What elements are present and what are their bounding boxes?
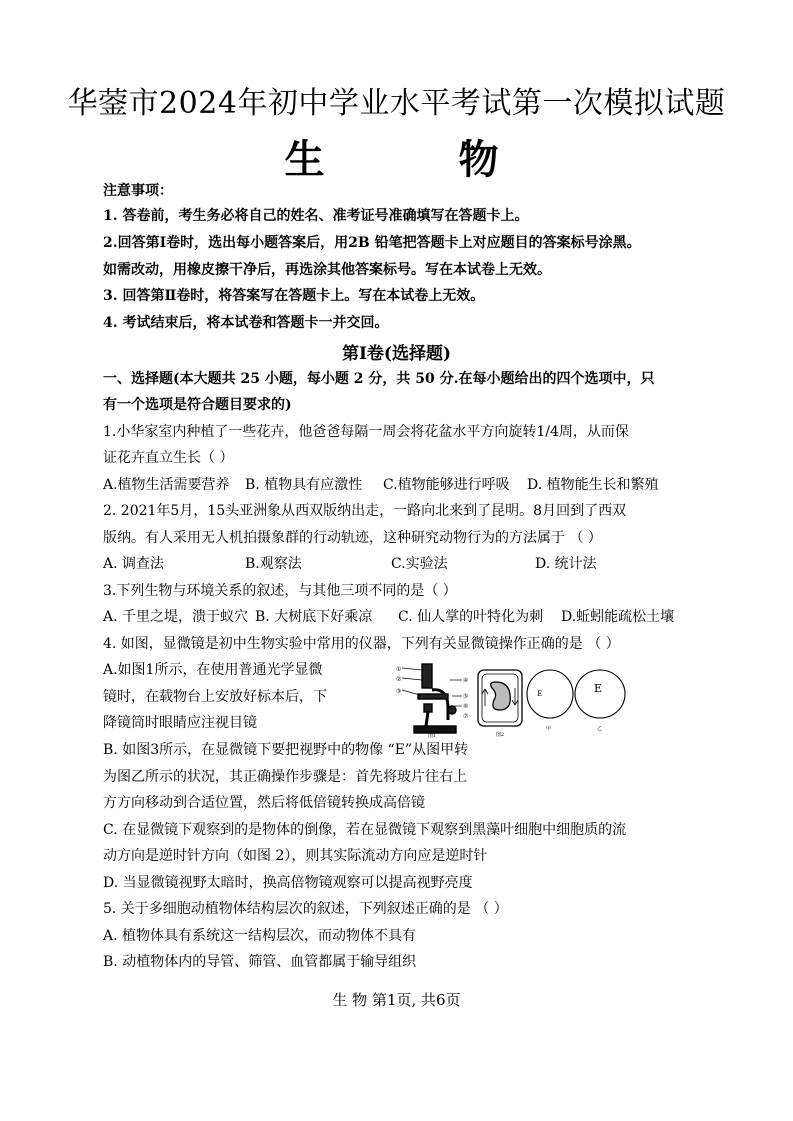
question-4-option-a: A.如图1所示，在使用普通光学显微 <box>103 662 323 678</box>
question-5-stem: 5. 关于多细胞动植物体结构层次的叙述，下列叙述正确的是 （ ） <box>103 901 508 917</box>
question-4-option-b: B. 如图3所示，在显微镜下要把视野中的物像 “E”从图甲转 <box>103 742 469 758</box>
question-4-option-b: 方方向移动到合适位置，然后将低倍镜转换成高倍镜 <box>103 795 425 811</box>
question-4-option-a: 镜时，在载物台上安放好标本后，下 <box>103 689 327 705</box>
notice-item: 1. 答卷前，考生务必将自己的姓名、准考证号准确填写在答题卡上。 <box>103 208 529 224</box>
option: B.观察法 <box>245 556 302 572</box>
figure-label: ⑥ <box>463 703 469 710</box>
cell-diagram-icon <box>478 670 522 726</box>
question-5-option: B. 动植物体内的导管、筛管、血管都属于输导组织 <box>103 954 417 970</box>
question-5-option: A. 植物体具有系统这一结构层次，而动物体不具有 <box>103 928 417 944</box>
option: C.植物能够进行呼吸 <box>383 477 510 493</box>
microscope-icon <box>402 664 462 733</box>
option: A. 调查法 <box>103 556 165 572</box>
question-2-stem: 2. 2021年5月，15头亚洲象从西双版纳出走，一路向北来到了昆明。8月回到了西双 <box>103 503 627 519</box>
question-4-option-c: C. 在显微镜下观察到的是物体的倒像，若在显微镜下观察到黑藻叶细胞中细胞质的流 <box>103 822 627 838</box>
option: D. 植物能生长和繁殖 <box>527 477 659 493</box>
figure-caption: 图2 <box>496 732 505 738</box>
exam-title: 华蓥市2024年初中学业水平考试第一次模拟试题 <box>67 86 726 121</box>
part1-title: 第Ⅰ卷(选择题) <box>341 344 452 364</box>
question-4-option-c: 动方向是逆时针方向（如图 2），则其实际流动方向应是逆时针 <box>103 848 488 864</box>
option: A.植物生活需要营养 <box>103 477 230 493</box>
option: C.实验法 <box>391 556 448 572</box>
part1-instructions: 一、选择题(本大题共 25 小题，每小题 2 分，共 50 分.在每小题给出的四个选项中，只 <box>103 371 655 387</box>
option: A. 千里之堤，溃于蚁穴 <box>103 609 249 625</box>
figure-label: ⑤ <box>463 693 469 700</box>
figure-caption: 甲 <box>546 726 552 732</box>
figure-caption: 图1 <box>428 733 437 738</box>
option: B. 植物具有应激性 <box>245 477 363 493</box>
question-1-stem: 证花卉直立生长（ ） <box>103 450 234 466</box>
option: D.蚯蚓能疏松土壤 <box>561 609 675 625</box>
notice-item: 2.回答第Ⅰ卷时，选出每小题答案后，用2B 铅笔把答题卡上对应题目的答案标号涂黑。 <box>103 235 641 251</box>
figure-caption: 乙 <box>597 726 603 732</box>
notice-heading: 注意事项： <box>103 183 173 199</box>
view-field-letter: E <box>594 682 603 695</box>
figure-label: ② <box>396 676 402 683</box>
figure-label: ① <box>396 666 402 673</box>
option: D. 统计法 <box>535 556 597 572</box>
part1-instructions: 有一个选项是符合题目要求的) <box>103 397 292 413</box>
page-footer: 生 物 第1页, 共6页 <box>332 991 461 1009</box>
figure-label: ③ <box>396 688 402 695</box>
notice-item: 4. 考试结束后，将本试卷和答题卡一并交回。 <box>103 315 389 331</box>
microscope-figure <box>392 660 642 738</box>
question-4-option-d: D. 当显微镜视野太暗时，换高倍物镜观察可以提高视野亮度 <box>103 875 473 891</box>
notice-item: 如需改动，用橡皮擦干净后，再选涂其他答案标号。写在本试卷上无效。 <box>103 262 551 278</box>
question-4-stem: 4. 如图，显微镜是初中生物实验中常用的仪器，下列有关显微镜操作正确的是 （ ） <box>103 636 620 652</box>
view-field-letter: E <box>537 690 543 698</box>
figure-label: ⑦ <box>463 713 469 720</box>
question-2-stem: 版纳。有人采用无人机拍摄象群的行动轨迹，这种研究动物行为的方法属于 （ ） <box>103 530 602 546</box>
notice-item: 3. 回答第Ⅱ卷时，将答案写在答题卡上。写在本试卷上无效。 <box>103 288 485 304</box>
subject-title: 生 物 <box>284 136 559 183</box>
option: B. 大树底下好乘凉 <box>255 609 373 625</box>
question-3-stem: 3.下列生物与环境关系的叙述，与其他三项不同的是（ ） <box>103 583 457 599</box>
option: C. 仙人掌的叶特化为刺 <box>398 609 544 625</box>
question-4-option-a: 降镜筒时眼睛应注视目镜 <box>103 715 257 731</box>
question-4-option-b: 为图乙所示的状况，其正确操作步骤是：首先将玻片往右上 <box>103 769 467 785</box>
question-1-stem: 1.小华家室内种植了一些花卉，他爸爸每隔一周会将花盆水平方向旋转1/4周，从而保 <box>103 424 629 440</box>
figure-label: ④ <box>463 677 469 684</box>
